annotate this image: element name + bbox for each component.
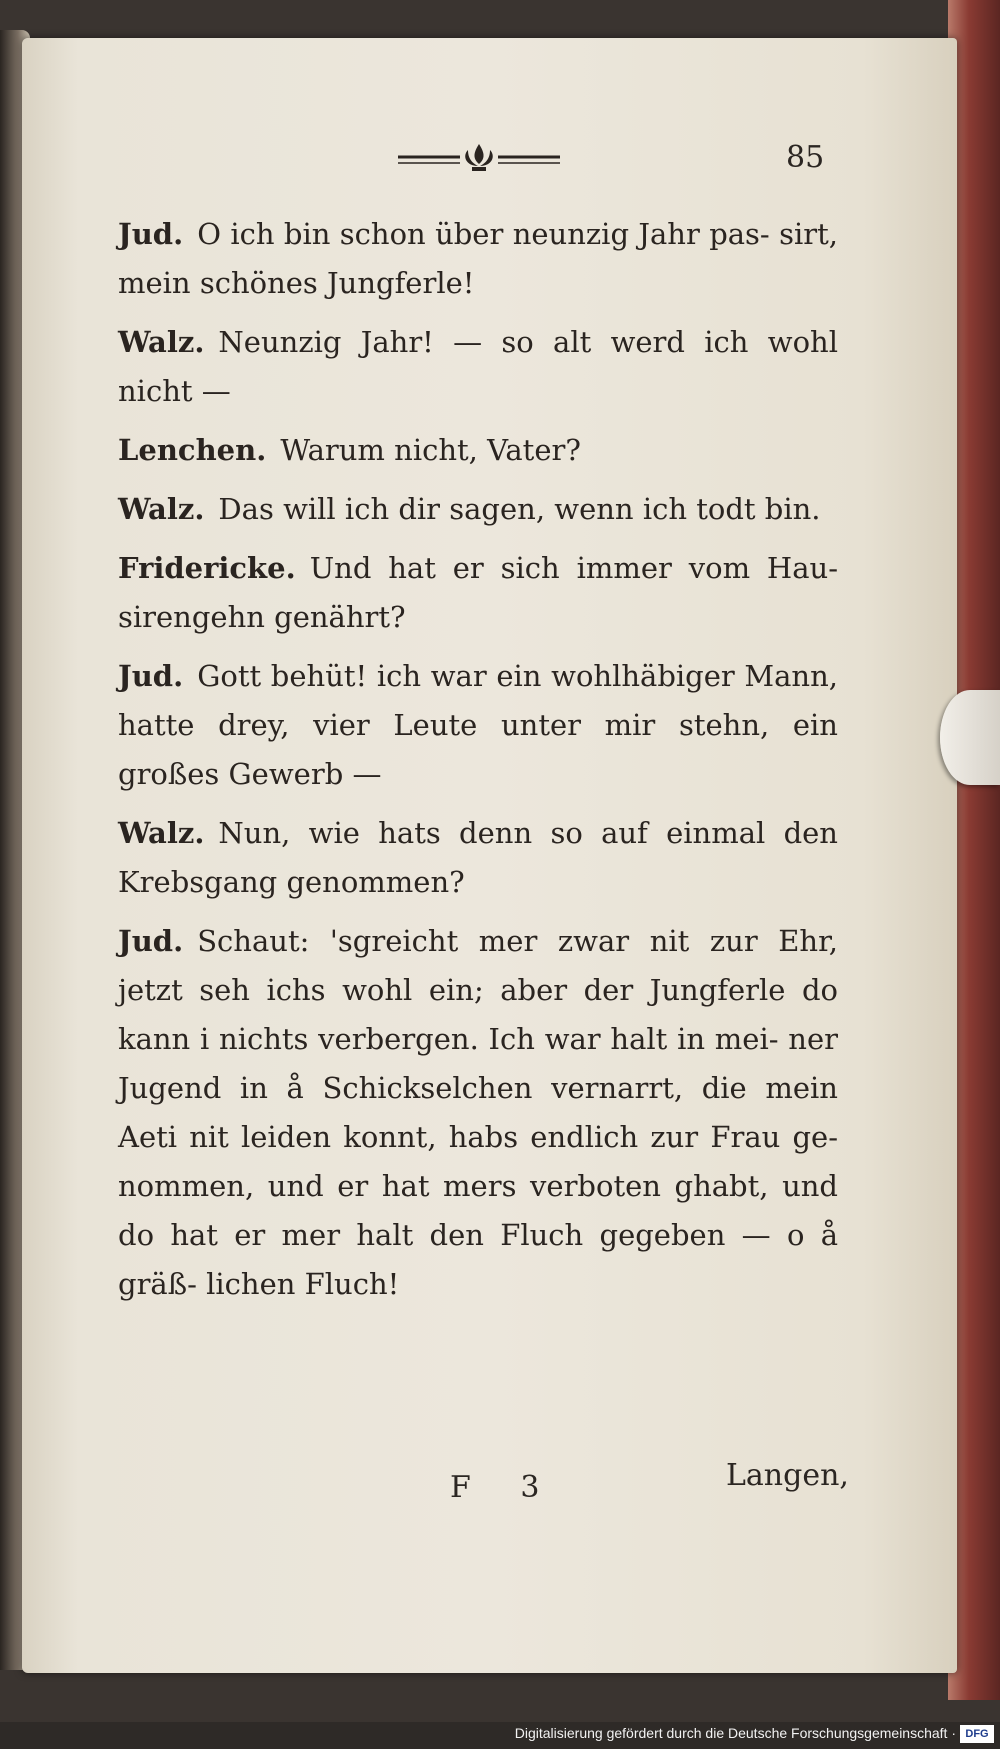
dialogue-line: Gott behüt! ich war ein wohlhäbiger Mann, hatte drey, vier Leute unter mir stehn, ein großes Gewerb — [118,659,838,791]
dialogue-paragraph [118,917,838,1309]
dialogue-paragraph [118,809,838,907]
dfg-logo: DFG [960,1725,994,1743]
ornament-icon [398,142,560,176]
dialogue-paragraph [118,485,838,534]
dialogue-line: Schaut: 'sgreicht mer zwar nit zur Ehr, jetzt seh ichs wohl ein; aber der Jungferle do kann i nichts verbergen. Ich war halt in mei- ner Jugend in å Schickselchen vernarrt, die mein Aeti nit leiden konnt, habs endlich zur Frau ge- nommen, und er hat mers verboten ghabt, und do hat er mer halt den Fluch gegeben — o å gräß- lichen Fluch! [118,924,838,1301]
speaker-name: Walz. [118,325,205,359]
signature-mark: F 3 [450,1470,560,1505]
speaker-name: Fridericke. [118,551,296,585]
dialogue-paragraph [118,652,838,799]
speaker-name: Walz. [118,816,205,850]
dialogue-line: Neunzig Jahr! — so alt werd ich wohl nicht — [118,325,838,408]
page-number: 85 [786,140,825,175]
footer-credit: Digitalisierung gefördert durch die Deutsche Forschungsgemeinschaft · [514,1725,956,1741]
bookmark-tab [940,690,1000,785]
speaker-name: Jud. [118,924,184,958]
speaker-name: Jud. [118,659,184,693]
dialogue-line: Und hat er sich immer vom Hau- sirengehn genährt? [118,551,838,634]
catchword: Langen, [726,1458,849,1493]
speaker-name: Jud. [118,217,184,251]
dialogue-paragraph [118,426,838,475]
dialogue-paragraph [118,210,838,308]
dialogue-paragraph [118,544,838,642]
dialogue-line: Das will ich dir sagen, wenn ich todt bin. [218,492,821,526]
dialogue-line: Nun, wie hats denn so auf einmal den Krebsgang genommen? [118,816,838,899]
speaker-name: Walz. [118,492,205,526]
dialogue-text [118,210,838,1319]
dialogue-paragraph [118,318,838,416]
dialogue-line: O ich bin schon über neunzig Jahr pas- sirt, mein schönes Jungferle! [118,217,838,300]
speaker-name: Lenchen. [118,433,267,467]
dialogue-line: Warum nicht, Vater? [280,433,581,467]
footer-bar [0,1722,1000,1749]
